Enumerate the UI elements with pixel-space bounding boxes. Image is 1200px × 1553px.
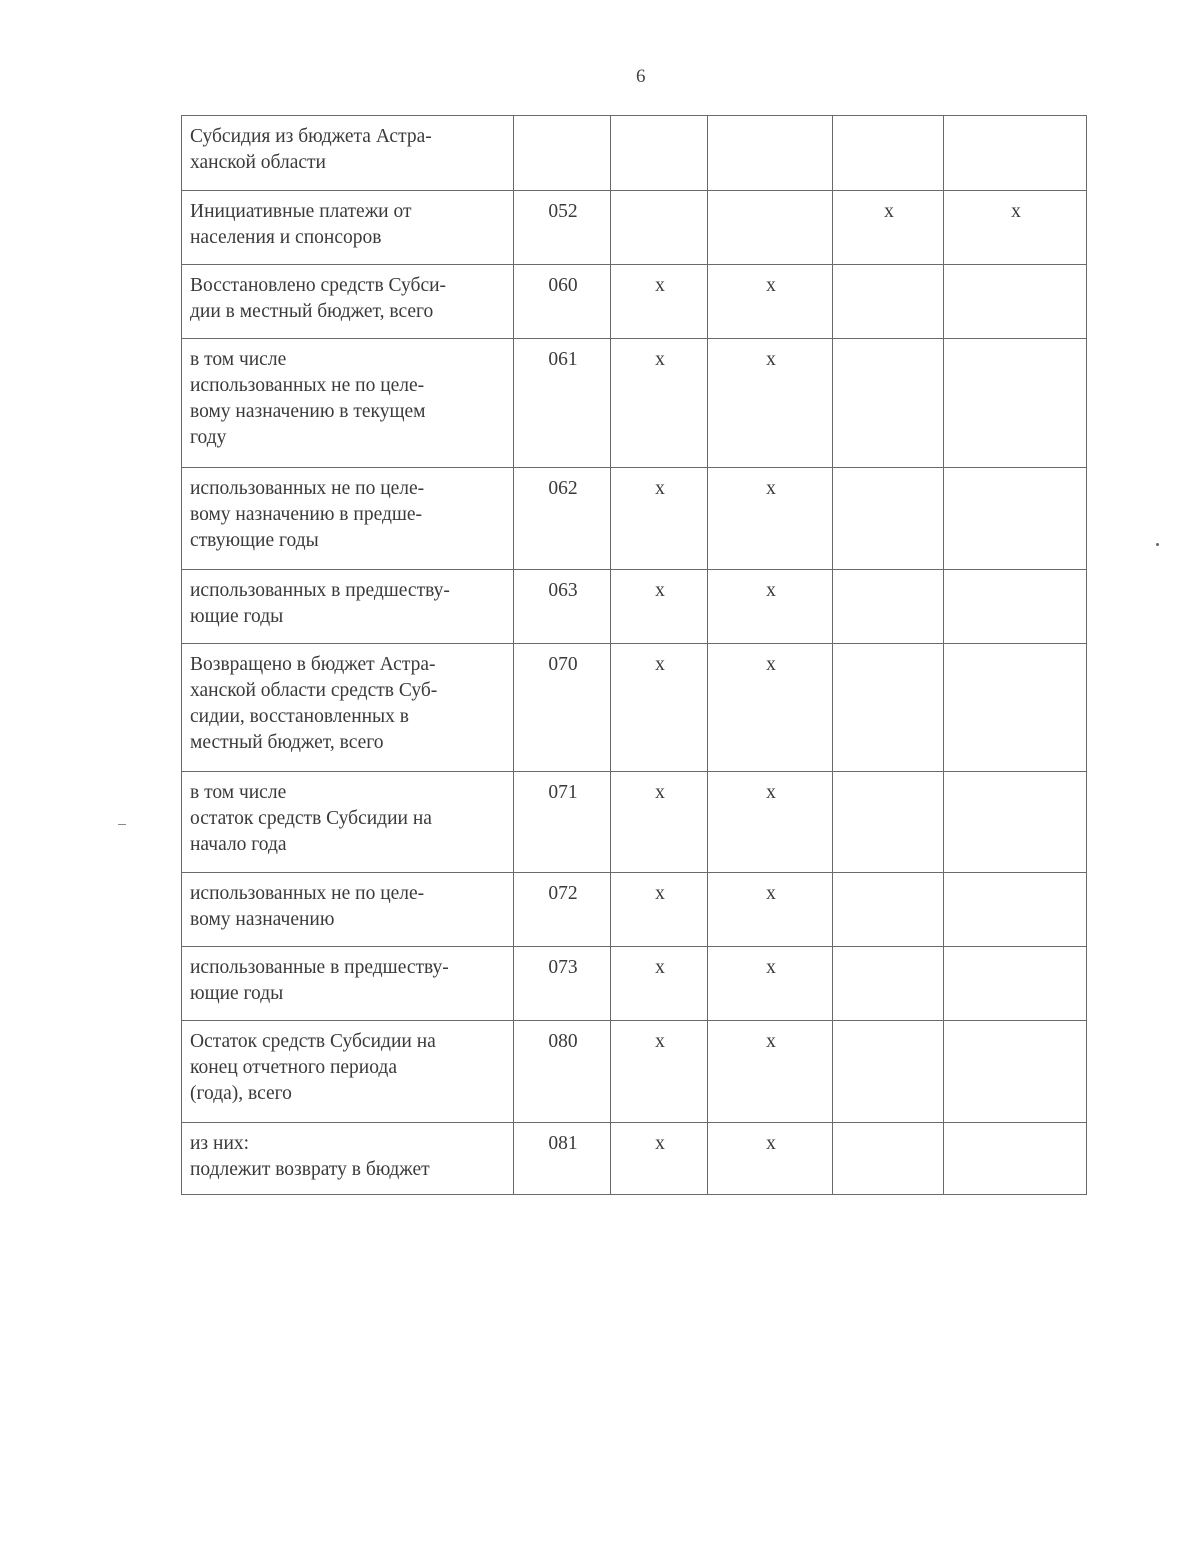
- row-cell: x: [944, 191, 1087, 265]
- row-cell: [833, 570, 944, 644]
- table-row: [182, 265, 1087, 339]
- row-cell: [944, 644, 1087, 772]
- row-cell: [833, 947, 944, 1021]
- row-cell: x: [611, 644, 708, 772]
- row-label: использованные в предшеству- ющие годы: [182, 947, 514, 1021]
- row-cell: x: [611, 947, 708, 1021]
- row-cell: [833, 265, 944, 339]
- row-cell: x: [611, 265, 708, 339]
- row-cell: [833, 116, 944, 191]
- row-code: 072: [514, 873, 611, 947]
- row-cell: x: [833, 191, 944, 265]
- row-cell: x: [611, 468, 708, 570]
- row-cell: [944, 265, 1087, 339]
- row-label: из них: подлежит возврату в бюджет: [182, 1123, 514, 1195]
- row-code: 081: [514, 1123, 611, 1195]
- row-cell: [944, 1021, 1087, 1123]
- row-cell: x: [708, 772, 833, 873]
- table-row: [182, 772, 1087, 873]
- table-row: [182, 644, 1087, 772]
- row-cell: [611, 116, 708, 191]
- row-label: использованных не по целе- вому назначению: [182, 873, 514, 947]
- row-label: Остаток средств Субсидии на конец отчетного периода (года), всего: [182, 1021, 514, 1123]
- row-cell: [833, 1021, 944, 1123]
- row-code: 052: [514, 191, 611, 265]
- row-label: использованных в предшеству- ющие годы: [182, 570, 514, 644]
- row-code: 070: [514, 644, 611, 772]
- row-label: Возвращено в бюджет Астра- ханской области средств Суб- сидии, восстановленных в местный бюджет, всего: [182, 644, 514, 772]
- row-cell: [833, 873, 944, 947]
- row-cell: [944, 339, 1087, 468]
- row-code: 073: [514, 947, 611, 1021]
- row-code: 071: [514, 772, 611, 873]
- table-row: [182, 116, 1087, 191]
- row-cell: [944, 947, 1087, 1021]
- row-code: [514, 116, 611, 191]
- page-number: 6: [636, 66, 646, 87]
- row-cell: x: [611, 1123, 708, 1195]
- row-cell: [944, 772, 1087, 873]
- row-cell: [611, 191, 708, 265]
- row-cell: [944, 570, 1087, 644]
- row-cell: [708, 116, 833, 191]
- row-cell: x: [611, 339, 708, 468]
- row-cell: x: [708, 1021, 833, 1123]
- row-cell: [833, 339, 944, 468]
- row-label: Субсидия из бюджета Астра- ханской области: [182, 116, 514, 191]
- table-row: [182, 339, 1087, 468]
- row-label: в том числе использованных не по целе- вому назначению в текущем году: [182, 339, 514, 468]
- row-cell: [944, 873, 1087, 947]
- row-label: Инициативные платежи от населения и спонсоров: [182, 191, 514, 265]
- row-cell: x: [708, 873, 833, 947]
- row-cell: x: [611, 570, 708, 644]
- row-code: 063: [514, 570, 611, 644]
- row-cell: x: [708, 468, 833, 570]
- row-cell: x: [708, 947, 833, 1021]
- row-code: 061: [514, 339, 611, 468]
- row-code: 060: [514, 265, 611, 339]
- row-cell: x: [611, 873, 708, 947]
- row-cell: x: [708, 644, 833, 772]
- table-row: [182, 1123, 1087, 1195]
- row-cell: [833, 1123, 944, 1195]
- row-cell: [708, 191, 833, 265]
- table-row: [182, 873, 1087, 947]
- row-label: в том числе остаток средств Субсидии на начало года: [182, 772, 514, 873]
- table-row: [182, 947, 1087, 1021]
- table-row: [182, 191, 1087, 265]
- row-cell: [944, 1123, 1087, 1195]
- table-row: [182, 1021, 1087, 1123]
- row-cell: [944, 116, 1087, 191]
- row-cell: [833, 644, 944, 772]
- scan-speck: [118, 824, 126, 825]
- row-cell: x: [708, 1123, 833, 1195]
- row-cell: x: [708, 265, 833, 339]
- row-cell: x: [708, 339, 833, 468]
- row-cell: x: [708, 570, 833, 644]
- table-row: [182, 570, 1087, 644]
- report-table: [181, 115, 1087, 1195]
- scan-speck: [1156, 543, 1159, 546]
- row-label: использованных не по целе- вому назначению в предше- ствующие годы: [182, 468, 514, 570]
- table-row: [182, 468, 1087, 570]
- row-cell: [833, 772, 944, 873]
- row-label: Восстановлено средств Субси- дии в местный бюджет, всего: [182, 265, 514, 339]
- row-cell: [944, 468, 1087, 570]
- row-cell: [833, 468, 944, 570]
- row-code: 062: [514, 468, 611, 570]
- row-cell: x: [611, 1021, 708, 1123]
- row-code: 080: [514, 1021, 611, 1123]
- row-cell: x: [611, 772, 708, 873]
